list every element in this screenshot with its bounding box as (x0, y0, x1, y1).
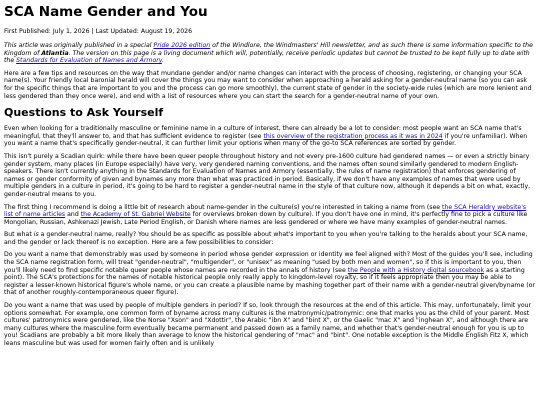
paragraph-text: and (65, 211, 81, 219)
emphasis-is: is (33, 231, 39, 239)
intro-text-2: of the Windlore, the Windmasters' Hill newsletter, and as such there is some information specific to the Kingdom of (4, 42, 533, 57)
meta-separator: | (91, 28, 94, 35)
name-articles-link[interactable]: the SCA Heraldry website's list of name articles (4, 203, 527, 219)
paragraph-text: as a starting point). The SCA's protections for the names of notable historical people only really apply to kingdom-level royalty, so if it feels appropriate then you may be able to register a lesser-known historical figure's whole name, or you can create a plausible name by mashing together part of their name with a gender-neutral given/byname (or that of another roughly-contemporaneous queer figure). (4, 266, 535, 297)
updated-date: August 19, 2026 (140, 28, 193, 35)
intro-text-1: This article was originally published in a special (4, 42, 154, 49)
paragraph-text: for overviews broken down by culture). If you don't have one in mind, it's perfectly fine to pick a culture like Mongolian, Russian, Ashkenazi Jewish, Late Period English, or Danish where names are less gendered or where we have many examples of gender-neutral names. (4, 211, 528, 226)
standards-link[interactable]: Standards for Evaluation of Names and Armory (16, 57, 162, 65)
page-title: SCA Name Gender and You (4, 4, 208, 20)
paragraph-text: if you're unfamiliar). When you want a name that's specifically gender-neutral, it can further limit your options when many of the go-to SCA references are sorted by gender. (4, 132, 528, 148)
paragraph-text: The first thing I recommend is doing a little bit of research about name-gender in the culture(s) you're interested in taking a name from (see (4, 203, 443, 211)
published-label: First Published: (4, 28, 51, 35)
paragraph-scadian-quirk: This isn't purely a Scadian quirk: while there have been queer people throughout history and not every pre-1600 culture had gendered names — or even a strictly binary gender system, many places (in Europe especially) have very, very gendered naming conventions, and the names often sound similarly gendered to modern English-speakers. There isn't currently anything in the Standards for Evaluation of Names and Armory (essentially, the rules of name registration) that enforces gendering of names or gender conformity of given and bynames any more than what was practiced in period. Basically, if we don't have any examples of names that were used by multiple genders in a culture in period, it's going to be hard to register a gender-neutral name in the style of that culture now, although it depends a bit on what, exactly, gender-neutral means to you. (4, 152, 531, 198)
registration-overview-link[interactable]: this overview of the registration process as it was in 2024 (263, 132, 443, 140)
paragraph-demonstrable-name (4, 251, 536, 297)
kingdom-name: Atlantia (41, 49, 69, 57)
people-with-history-link[interactable]: the People with a History digital sourcebook (347, 266, 485, 274)
paragraph-text: But what (4, 231, 34, 239)
publication-meta (4, 28, 536, 36)
paragraph-what-is-neutral (4, 231, 536, 246)
pride-edition-link[interactable]: Pride 2026 edition (153, 42, 211, 49)
paragraph-text: a gender-neutral name, really? You should be as specific as possible about what's important to you when you're talking to the heralds about your SCA name, and the gender or lack thereof is no exception. Here are a few possibilities to consider: (4, 231, 528, 246)
updated-label: Last Updated: (95, 28, 139, 35)
paragraph-research (4, 204, 536, 227)
paragraph-registration (4, 125, 536, 148)
paragraph-text: Even when looking for a traditionally masculine or feminine name in a culture of interest, there can already be a lot to consider: most people want an SCA name that's meaningful, that they'll answer to, and that has sufficient evidence to register (see (4, 125, 522, 140)
intro-note (4, 42, 536, 65)
section-heading-questions: Questions to Ask Yourself (4, 106, 164, 120)
intro-text-4: . (161, 57, 164, 65)
paragraph-multiple-genders: Do you want a name that was used by people of multiple genders in period? If so, look through the resources at the end of this article. This may, unfortunately, limit your options somewhat. For example, one common form of byname across many cultures is the matronymic/patronymic: one that marks you as the child of your parent. Most cultures' patronymics were gendered, like the Norse "Xson" and "Xdottir", the Arabic "ibn X" and "bint X", or the Gaelic "mac X" and "inghean X", and although there are many cultures where the masculine form eventually became permanent and passed down as a family name, and whether that's gender-neutral enough for you is up to you! Scadians are probably a bit more likely than average to know the historical gendering of "mac" and "bint". One notable exception is the Middle English Fitz X, which leans masculine but was used for women fairly often and is unlikely (4, 302, 532, 347)
published-date: July 1, 2026 (52, 28, 90, 35)
paragraph-overview: Here are a few tips and resources on the way that mundane gender and/or name changes can interact with the process of choosing, registering, or changing your SCA name(s). Your friendly local baronial herald will cover the things you may want to consider when approaching a herald asking for a gender-neutral name (so you can ask for the specific things that are important to you and the process can go more smoothly), the current state of gender in the society-wide rules (which are more lenient and less gendered than they once were), and end with a list of resources where you can start the search for a gender-neutral name of your own. (4, 69, 532, 100)
st-gabriel-link[interactable]: the Academy of St. Gabriel Website (80, 211, 191, 219)
intro-text-3: . The version on this page is a living document which will, potentially, receive periodic updates but cannot be trusted to be kept fully up to date with the (4, 49, 530, 65)
paragraph-text: Do you want a name that demonstrably was used by someone in period whose gender expression or identity we feel aligned with? Most of the guides you'll see, including the SCA name registration form, will treat "gender-neutral", "multigender", or "unisex" as meaning "used by both men and women", so if this is important to you, then you'll likely need to find specific notable queer people whose names are recorded in the annals of history (see (4, 251, 533, 274)
